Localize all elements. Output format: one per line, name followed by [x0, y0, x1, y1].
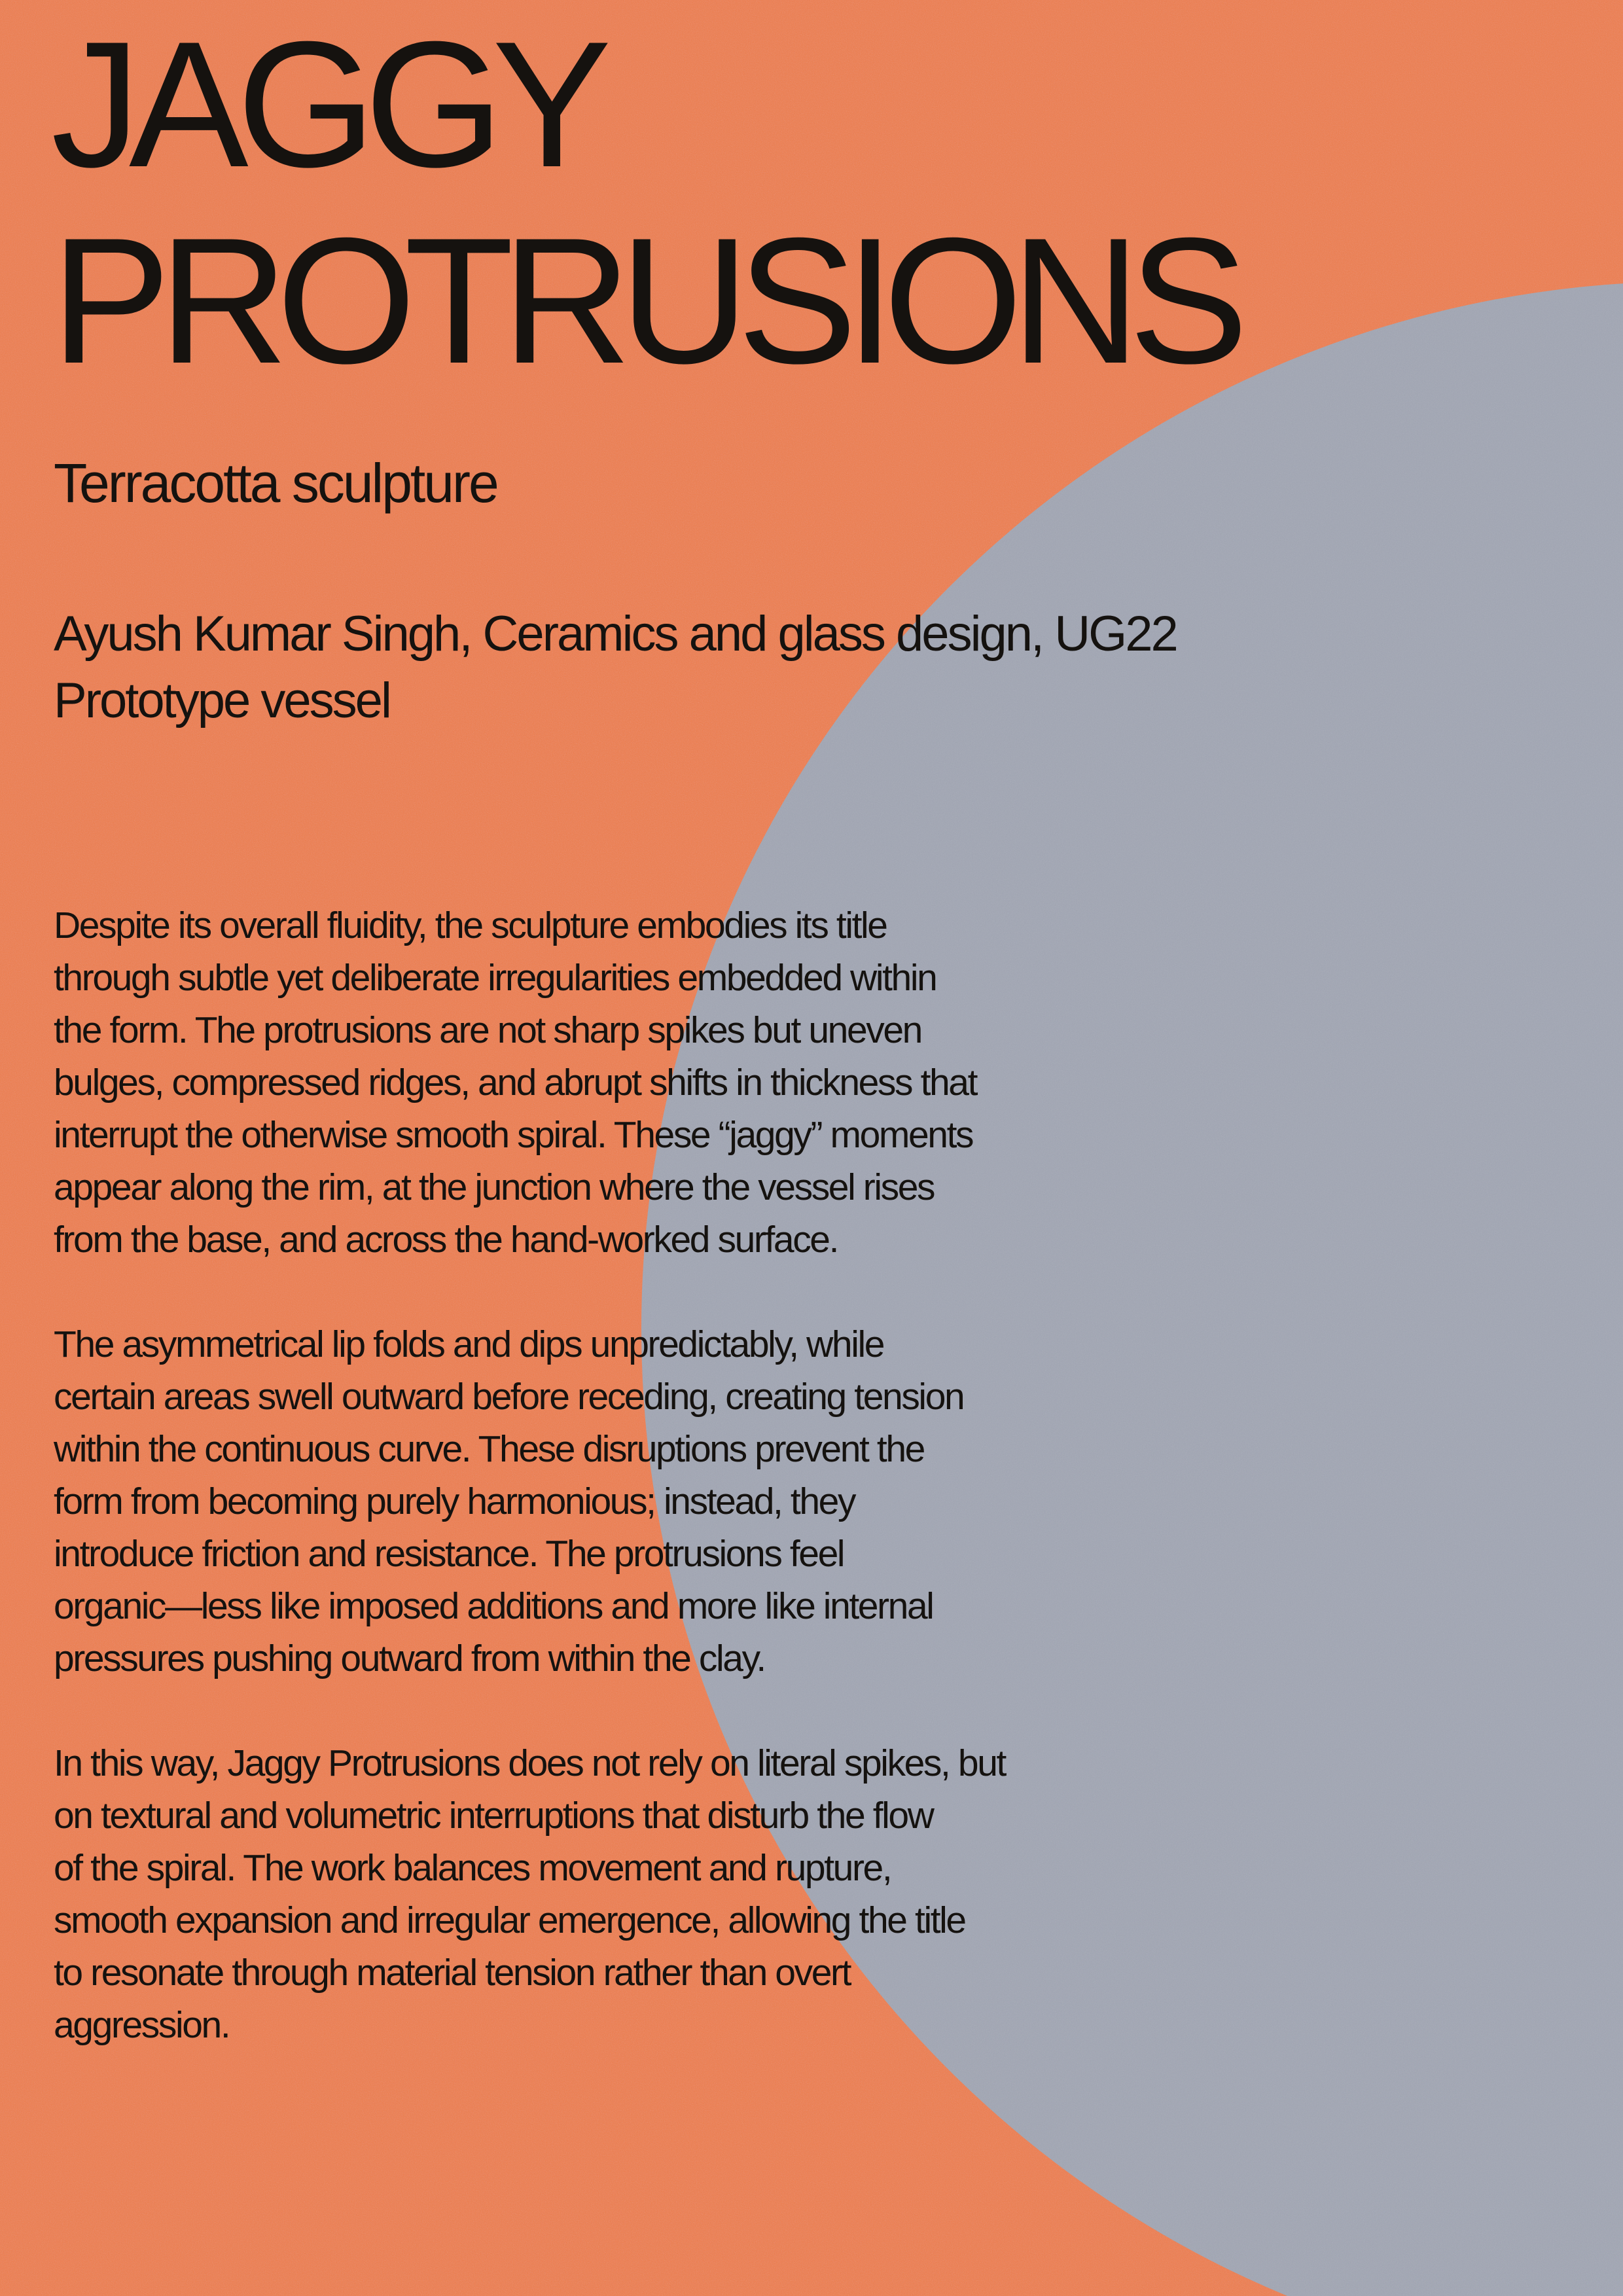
text-line: bulges, compressed ridges, and abrupt shifts in thickness that: [54, 1062, 977, 1103]
text-line: aggression.: [54, 2004, 230, 2046]
work-type: Prototype vessel: [54, 673, 390, 728]
subtitle: Terracotta sculpture: [54, 452, 497, 514]
text-line: the form. The protrusions are not sharp spikes but uneven: [54, 1009, 921, 1051]
artist-name: Ayush Kumar Singh: [54, 606, 459, 662]
text-line: In this way, Jaggy Protrusions does not rely on literal spikes, but: [54, 1742, 1005, 1784]
text-line: interrupt the otherwise smooth spiral. These “jaggy” moments: [54, 1114, 973, 1156]
text-line: smooth expansion and irregular emergence, allowing the title: [54, 1899, 965, 1941]
text-line: The asymmetrical lip folds and dips unpredictably, while: [54, 1323, 884, 1365]
paragraph-2: [54, 1318, 1101, 1685]
description: [54, 899, 1101, 2104]
text-line: within the continuous curve. These disruptions prevent the: [54, 1428, 924, 1470]
paragraph-3: [54, 1737, 1101, 2051]
text-line: introduce friction and resistance. The protrusions feel: [54, 1533, 844, 1575]
artist-details: , Ceramics and glass design, UG22: [459, 606, 1177, 662]
text-line: to resonate through material tension rather than overt: [54, 1952, 851, 1994]
text-line: of the spiral. The work balances movement and rupture,: [54, 1847, 891, 1889]
text-line: organic—less like imposed additions and more like internal: [54, 1585, 933, 1627]
text-line: appear along the rim, at the junction where the vessel rises: [54, 1166, 935, 1208]
poster-title: [51, 7, 1237, 399]
artist-line: [54, 601, 1177, 668]
text-line: pressures pushing outward from within the clay.: [54, 1638, 765, 1679]
title-line-1: JAGGY: [51, 5, 600, 205]
text-line: certain areas swell outward before receding, creating tension: [54, 1376, 964, 1418]
text-line: Despite its overall fluidity, the sculpture embodies its title: [54, 905, 887, 946]
paragraph-1: [54, 899, 1101, 1266]
text-line: through subtle yet deliberate irregularities embedded within: [54, 957, 936, 999]
text-line: form from becoming purely harmonious; instead, they: [54, 1480, 855, 1522]
text-line: from the base, and across the hand-worked surface.: [54, 1219, 838, 1261]
credit-block: [54, 601, 1177, 734]
title-line-2: PROTRUSIONS: [51, 201, 1237, 401]
text-line: on textural and volumetric interruptions that disturb the flow: [54, 1795, 933, 1837]
